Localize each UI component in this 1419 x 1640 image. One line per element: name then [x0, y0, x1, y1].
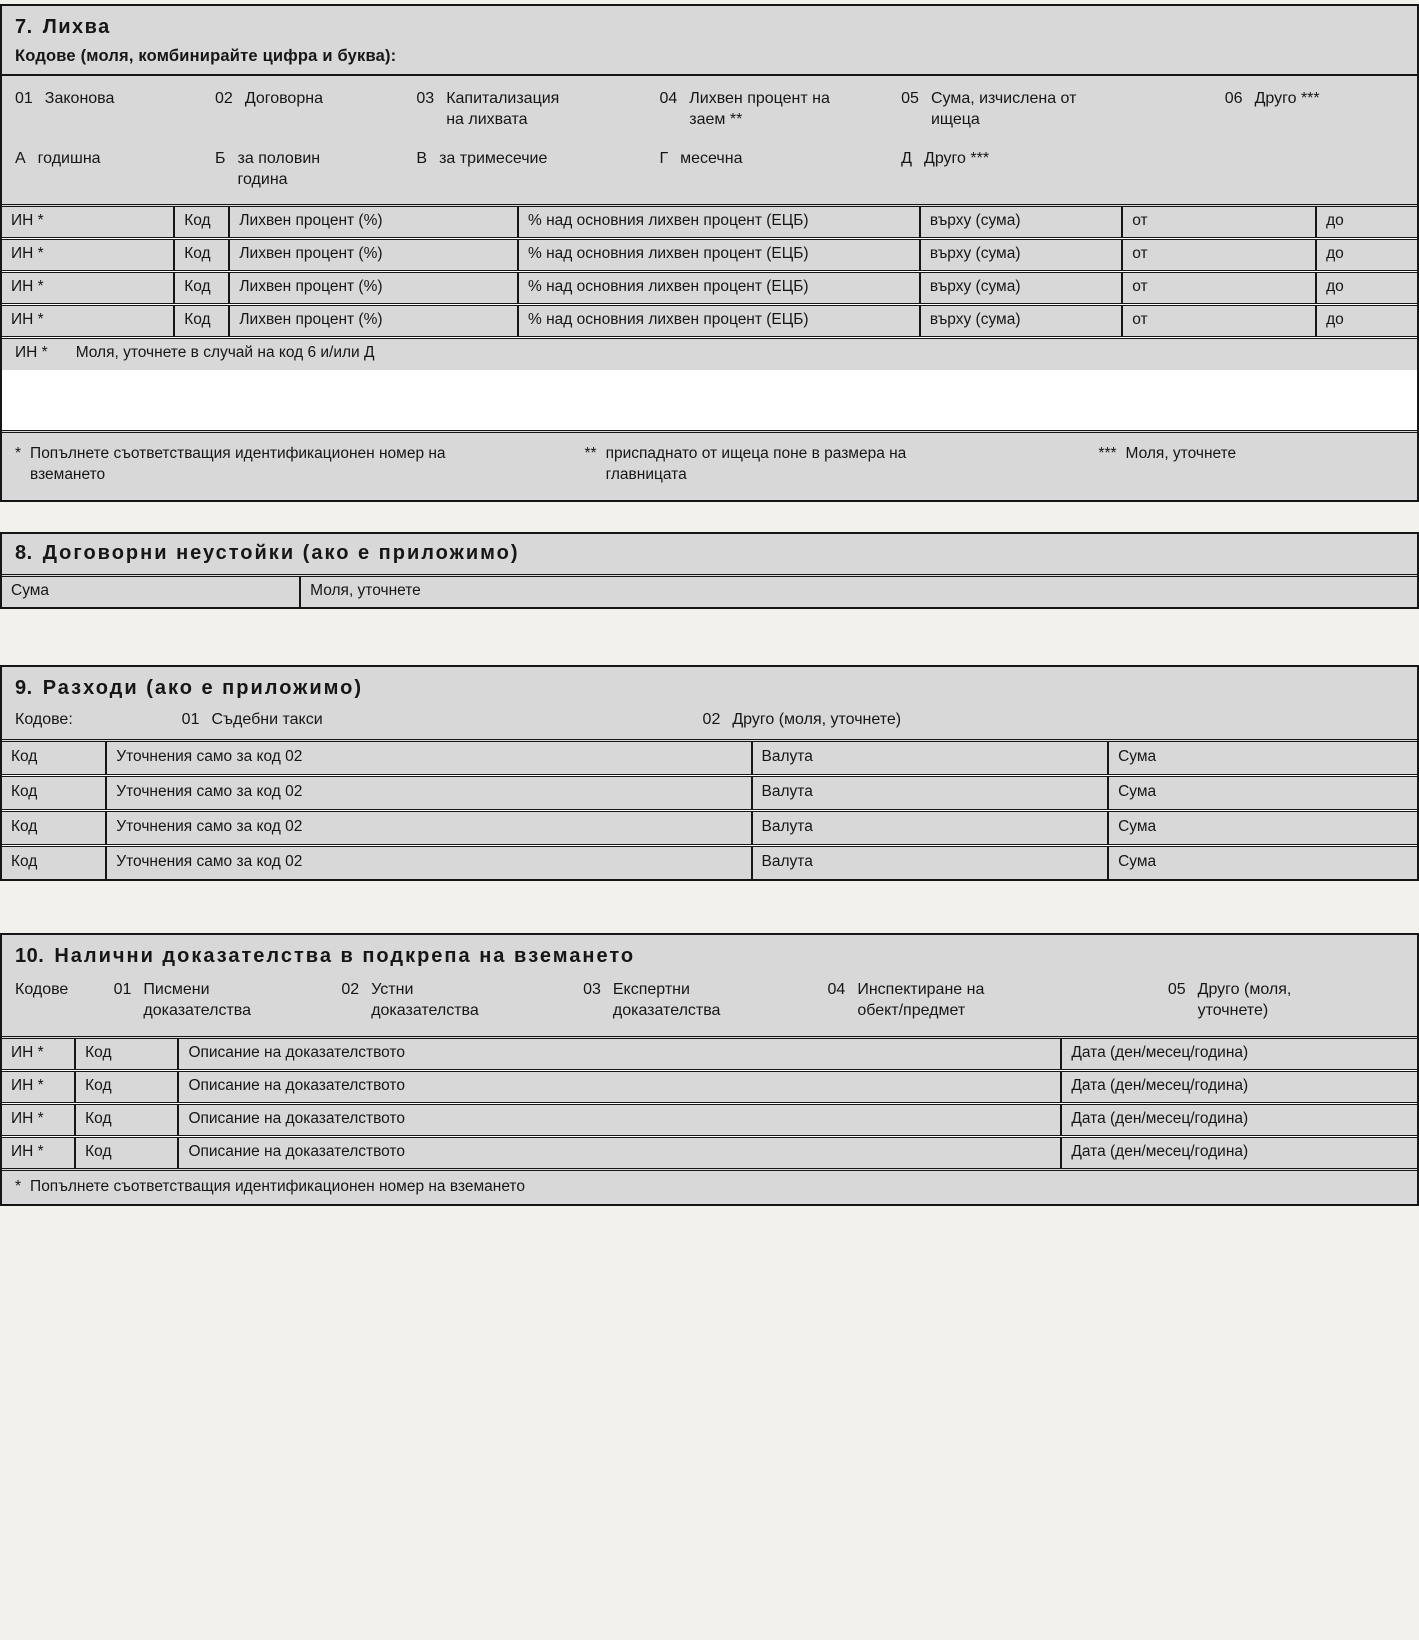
code-item [1168, 979, 1390, 1021]
code-label: Договорна [244, 90, 323, 107]
amount-header: Сума [1109, 812, 1417, 844]
evidence-table-row [2, 1039, 1417, 1069]
evidence-id-header: ИН * [2, 1138, 74, 1168]
interest-specify-input[interactable] [2, 370, 1417, 430]
evidence-code-header: Код [76, 1138, 177, 1168]
rate-above-ecb-column [517, 240, 919, 270]
interest-table-row [2, 270, 1417, 303]
evidence-date-column [1060, 1105, 1417, 1135]
interest-footnotes [2, 430, 1417, 500]
amount-column [1107, 812, 1417, 844]
code-item [215, 88, 416, 109]
from-header: от [1123, 306, 1315, 336]
cost-details-column [105, 847, 750, 879]
cost-code-header: Код [2, 812, 105, 844]
interest-rate-header: Лихвен процент (%) [230, 207, 517, 237]
rate-above-ecb-column [517, 273, 919, 303]
on-amount-column [919, 207, 1121, 237]
code-number: 06 [1224, 90, 1243, 107]
section-8-title [15, 541, 1404, 566]
code-number: 01 [181, 711, 200, 729]
code-letter: Д [901, 150, 912, 168]
code-header: Код [175, 306, 228, 336]
evidence-id-header: ИН * [2, 1072, 74, 1102]
evidence-code-header: Код [76, 1039, 177, 1069]
codes-label: Кодове: [15, 711, 73, 729]
code-label: Законова [44, 90, 115, 107]
evidence-id-column [2, 1138, 74, 1168]
code-item [15, 148, 215, 169]
evidence-code-column [74, 1039, 177, 1069]
code-label: Експертни доказателства [612, 981, 721, 1020]
from-column [1121, 240, 1315, 270]
code-item [828, 979, 1168, 1021]
cost-details-header: Уточнения само за код 02 [107, 777, 750, 809]
to-header: до [1317, 306, 1417, 336]
section-8-penalties [0, 532, 1419, 609]
claim-id-label: ИН * [15, 344, 48, 362]
from-column [1121, 207, 1315, 237]
rate-above-ecb-column [517, 207, 919, 237]
evidence-description-column [177, 1039, 1060, 1069]
evidence-date-header: Дата (ден/месец/година) [1062, 1072, 1417, 1102]
penalty-amount-header: Сума [2, 577, 299, 607]
interest-codes-row-2 [15, 148, 1404, 190]
claim-id-header: ИН * [2, 240, 173, 270]
code-label: Капитализация на лихвата [446, 90, 560, 129]
footnote-marker: ** [584, 445, 597, 463]
to-header: до [1317, 273, 1417, 303]
section-9-costs [0, 665, 1419, 881]
footnote-marker: * [15, 445, 22, 463]
currency-header: Валута [753, 847, 1108, 879]
on-amount-column [919, 273, 1121, 303]
footnote-marker: * [15, 1177, 22, 1195]
code-label: Лихвен процент на заем ** [689, 90, 830, 129]
costs-codes-band [2, 703, 1417, 742]
cost-details-header: Уточнения само за код 02 [107, 812, 750, 844]
on-amount-column [919, 240, 1121, 270]
evidence-description-header: Описание на доказателството [179, 1105, 1060, 1135]
cost-code-header: Код [2, 742, 105, 774]
currency-header: Валута [753, 812, 1108, 844]
claim-id-column [2, 207, 173, 237]
interest-table-row [2, 303, 1417, 336]
code-letter: А [15, 150, 26, 168]
section-7-title-text: Лихва [42, 16, 111, 38]
to-header: до [1317, 207, 1417, 237]
code-item [215, 148, 416, 190]
section-10-title-text: Налични доказателства в подкрепа на вземането [54, 945, 636, 968]
code-label: Инспектиране на обект/предмет [857, 981, 985, 1020]
evidence-description-header: Описание на доказателството [179, 1039, 1060, 1069]
interest-rate-column [228, 207, 517, 237]
penalties-table-row [2, 577, 1417, 607]
evidence-description-column [177, 1138, 1060, 1168]
penalty-specify-header: Моля, уточнете [301, 577, 1417, 607]
code-number: 02 [215, 90, 233, 107]
cost-code-header: Код [2, 847, 105, 879]
code-item [901, 88, 1225, 130]
code-item [659, 148, 901, 169]
on-amount-header: върху (сума) [921, 240, 1121, 270]
code-letter: Б [215, 150, 226, 168]
interest-rate-column [228, 273, 517, 303]
section-10-evidence [0, 933, 1419, 1205]
on-amount-column [919, 306, 1121, 336]
claim-id-column [2, 240, 173, 270]
section-7-number: 7. [15, 16, 33, 38]
code-label: Друго *** [923, 150, 990, 168]
evidence-date-header: Дата (ден/месец/година) [1062, 1105, 1417, 1135]
costs-table-row [2, 844, 1417, 879]
to-header: до [1317, 240, 1417, 270]
footnote-text: приспаднато от ищеца поне в размера на главницата [605, 445, 907, 483]
cost-code-column [2, 847, 105, 879]
code-label: месечна [680, 150, 743, 168]
from-header: от [1123, 240, 1315, 270]
section-8-number: 8. [15, 542, 33, 565]
evidence-description-column [177, 1105, 1060, 1135]
evidence-date-header: Дата (ден/месец/година) [1062, 1138, 1417, 1168]
footnote-text: Попълнете съответстващия идентификационен номер на вземането [30, 445, 446, 483]
on-amount-header: върху (сума) [921, 207, 1121, 237]
interest-rate-header: Лихвен процент (%) [230, 306, 517, 336]
on-amount-header: върху (сума) [921, 306, 1121, 336]
code-label: Друго (моля, уточнете) [732, 711, 902, 729]
penalty-specify-column [299, 577, 1417, 607]
rate-above-ecb-column [517, 306, 919, 336]
evidence-code-header: Код [76, 1105, 177, 1135]
cost-details-header: Уточнения само за код 02 [107, 742, 750, 774]
code-column [173, 207, 228, 237]
code-number: 05 [1167, 981, 1186, 999]
code-item [583, 979, 827, 1021]
section-10-title [15, 944, 1404, 969]
code-item [416, 148, 659, 169]
code-header: Код [175, 240, 228, 270]
claim-id-header: ИН * [2, 207, 173, 237]
section-7-subtitle: Кодове (моля, комбинирайте цифра и буква): [15, 47, 397, 65]
to-column [1315, 273, 1417, 303]
costs-table-row [2, 809, 1417, 844]
cost-details-header: Уточнения само за код 02 [107, 847, 750, 879]
evidence-footnote [2, 1168, 1417, 1204]
code-item [703, 711, 910, 729]
code-label: Друго (моля, уточнете) [1197, 981, 1292, 1020]
from-header: от [1123, 207, 1315, 237]
code-number: 04 [827, 981, 846, 999]
rate-above-ecb-header: % над основния лихвен процент (ЕЦБ) [519, 240, 919, 270]
currency-column [751, 812, 1108, 844]
evidence-code-column [74, 1105, 177, 1135]
interest-codes-band [2, 76, 1417, 207]
cost-details-column [105, 742, 750, 774]
rate-above-ecb-header: % над основния лихвен процент (ЕЦБ) [519, 306, 919, 336]
interest-codes-row-1 [15, 88, 1404, 130]
footnote [584, 444, 1098, 485]
evidence-date-column [1060, 1138, 1417, 1168]
code-number: 04 [659, 90, 678, 107]
interest-rate-header: Лихвен процент (%) [230, 273, 517, 303]
currency-column [751, 777, 1108, 809]
evidence-date-column [1060, 1072, 1417, 1102]
footnote [15, 444, 584, 485]
evidence-description-column [177, 1072, 1060, 1102]
code-label: годишна [37, 150, 101, 168]
code-label: за половин година [237, 150, 321, 189]
evidence-code-column [74, 1138, 177, 1168]
evidence-date-column [1060, 1039, 1417, 1069]
currency-header: Валута [753, 777, 1108, 809]
claim-id-column [2, 306, 173, 336]
cost-details-column [105, 777, 750, 809]
code-number: 03 [416, 90, 435, 107]
code-label: Съдебни такси [211, 711, 323, 729]
code-number: 02 [341, 981, 360, 999]
code-column [173, 306, 228, 336]
interest-table-row [2, 237, 1417, 270]
interest-specify-row [2, 336, 1417, 430]
code-letter: В [416, 150, 428, 168]
interest-rate-column [228, 240, 517, 270]
evidence-id-column [2, 1105, 74, 1135]
code-label: Устни доказателства [371, 981, 479, 1020]
evidence-id-column [2, 1039, 74, 1069]
code-column [173, 273, 228, 303]
amount-column [1107, 742, 1417, 774]
interest-rate-column [228, 306, 517, 336]
currency-column [751, 847, 1108, 879]
interest-specify-text: Моля, уточнете в случай на код 6 и/или Д [75, 344, 375, 362]
currency-header: Валута [753, 742, 1108, 774]
claim-id-header: ИН * [2, 273, 173, 303]
footnote-text: Моля, уточнете [1125, 445, 1237, 463]
code-header: Код [175, 207, 228, 237]
section-9-header [2, 667, 1417, 703]
from-column [1121, 306, 1315, 336]
section-8-title-text: Договорни неустойки (ако е приложимо) [42, 542, 520, 565]
claim-id-header: ИН * [2, 306, 173, 336]
cost-code-header: Код [2, 777, 105, 809]
currency-column [751, 742, 1108, 774]
evidence-table-row [2, 1069, 1417, 1102]
rate-above-ecb-header: % над основния лихвен процент (ЕЦБ) [519, 273, 919, 303]
code-label: Писмени доказателства [143, 981, 251, 1020]
evidence-id-header: ИН * [2, 1039, 74, 1069]
code-number: 05 [901, 90, 919, 107]
code-column [173, 240, 228, 270]
code-item [341, 979, 583, 1021]
code-item [659, 88, 901, 130]
amount-column [1107, 847, 1417, 879]
to-column [1315, 240, 1417, 270]
section-7-title [15, 15, 1404, 40]
cost-code-column [2, 777, 105, 809]
interest-table-row [2, 207, 1417, 237]
code-label: за тримесечие [439, 150, 548, 168]
costs-table-row [2, 742, 1417, 774]
to-column [1315, 306, 1417, 336]
evidence-date-header: Дата (ден/месец/година) [1062, 1039, 1417, 1069]
from-column [1121, 273, 1315, 303]
interest-specify-header [2, 339, 1417, 370]
penalty-amount-column [2, 577, 299, 607]
code-item [182, 711, 703, 729]
interest-rate-header: Лихвен процент (%) [230, 240, 517, 270]
rate-above-ecb-header: % над основния лихвен процент (ЕЦБ) [519, 207, 919, 237]
code-item [1225, 88, 1390, 109]
claim-id-column [2, 273, 173, 303]
evidence-codes-band [2, 971, 1417, 1038]
section-7-interest [0, 4, 1419, 502]
code-item [114, 979, 342, 1021]
cost-details-column [105, 812, 750, 844]
on-amount-header: върху (сума) [921, 273, 1121, 303]
code-label: Друго *** [1254, 90, 1320, 107]
code-header: Код [175, 273, 228, 303]
code-letter: Г [659, 150, 669, 168]
section-9-title-text: Разходи (ако е приложимо) [42, 677, 364, 700]
evidence-id-header: ИН * [2, 1105, 74, 1135]
section-10-header [2, 935, 1417, 971]
to-column [1315, 207, 1417, 237]
code-label: Сума, изчислена от ищеца [930, 90, 1077, 129]
evidence-description-header: Описание на доказателството [179, 1072, 1060, 1102]
costs-table-row [2, 774, 1417, 809]
amount-header: Сума [1109, 847, 1417, 879]
evidence-id-column [2, 1072, 74, 1102]
code-item [416, 88, 659, 130]
evidence-code-header: Код [76, 1072, 177, 1102]
amount-header: Сума [1109, 742, 1417, 774]
code-item [15, 88, 215, 109]
section-9-title [15, 676, 1404, 701]
evidence-table-row [2, 1102, 1417, 1135]
footnote-marker: *** [1098, 445, 1117, 463]
evidence-code-column [74, 1072, 177, 1102]
amount-column [1107, 777, 1417, 809]
from-header: от [1123, 273, 1315, 303]
code-number: 03 [583, 981, 601, 999]
code-number: 01 [15, 90, 33, 107]
evidence-description-header: Описание на доказателството [179, 1138, 1060, 1168]
cost-code-column [2, 812, 105, 844]
amount-header: Сума [1109, 777, 1417, 809]
code-number: 01 [113, 981, 132, 999]
code-number: 02 [702, 711, 721, 729]
footnote-text: Попълнете съответстващия идентификационен номер на вземането [30, 1177, 525, 1195]
section-8-header [2, 534, 1417, 577]
section-9-number: 9. [15, 677, 33, 700]
footnote [1098, 444, 1404, 485]
cost-code-column [2, 742, 105, 774]
code-item [901, 148, 1225, 169]
codes-label: Кодове [15, 981, 69, 999]
section-10-number: 10. [15, 945, 45, 968]
evidence-table-row [2, 1135, 1417, 1168]
section-7-header [2, 6, 1417, 76]
